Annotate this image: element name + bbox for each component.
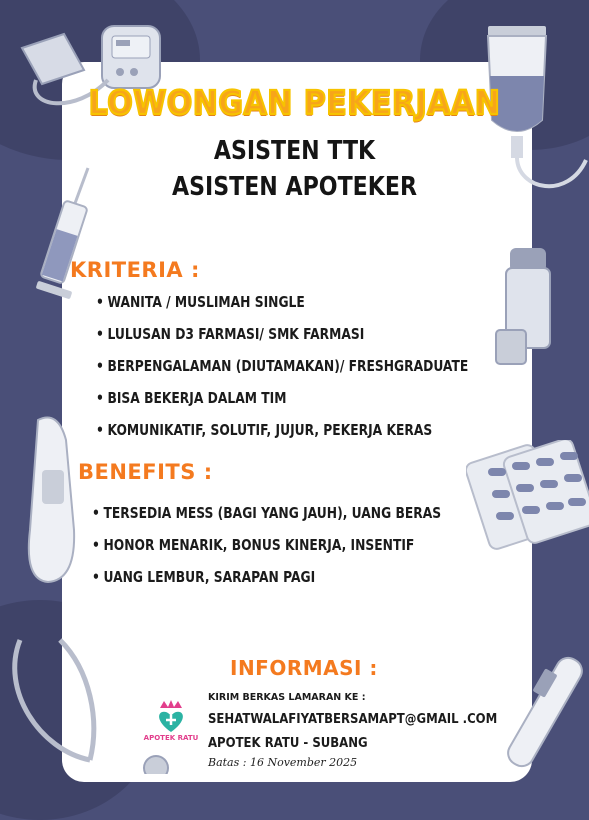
list-item: • WANITA / MUSLIMAH SINGLE	[96, 293, 305, 311]
criteria-list	[96, 286, 550, 446]
list-item: • UANG LEMBUR, SARAPAN PAGI	[92, 568, 316, 586]
list-item: • LULUSAN D3 FARMASI/ SMK FARMASI	[96, 325, 365, 343]
list-item: • HONOR MENARIK, BONUS KINERJA, INSENTIF	[92, 536, 415, 554]
criteria-heading: KRITERIA :	[70, 258, 200, 282]
list-item: • KOMUNIKATIF, SOLUTIF, JUJUR, PEKERJA KERAS	[96, 421, 433, 439]
list-item: • BISA BEKERJA DALAM TIM	[96, 389, 287, 407]
benefits-heading: BENEFITS :	[78, 460, 213, 484]
list-item: • BERPENGALAMAN (DIUTAMAKAN)/ FRESHGRADUATE	[96, 357, 469, 375]
logo-text: APOTEK RATU	[143, 734, 199, 742]
position-title: ASISTEN TTK	[213, 136, 376, 166]
email-address: SEHATWALAFIYATBERSAMAPT@GMAIL .COM	[208, 712, 498, 727]
page-title: LOWONGAN PEKERJAAN	[88, 84, 501, 123]
info-heading: INFORMASI :	[230, 656, 378, 680]
position-title: ASISTEN APOTEKER	[171, 172, 418, 202]
list-item: • TERSEDIA MESS (BAGI YANG JAUH), UANG BERAS	[92, 504, 442, 522]
send-instruction: KIRIM BERKAS LAMARAN KE :	[208, 692, 366, 703]
benefits-list	[92, 497, 518, 593]
deadline-text: Batas : 16 November 2025	[208, 756, 358, 769]
ear-thermometer-icon	[18, 410, 88, 590]
pharmacy-name: APOTEK RATU - SUBANG	[208, 736, 368, 751]
digital-thermometer-icon	[500, 646, 589, 774]
